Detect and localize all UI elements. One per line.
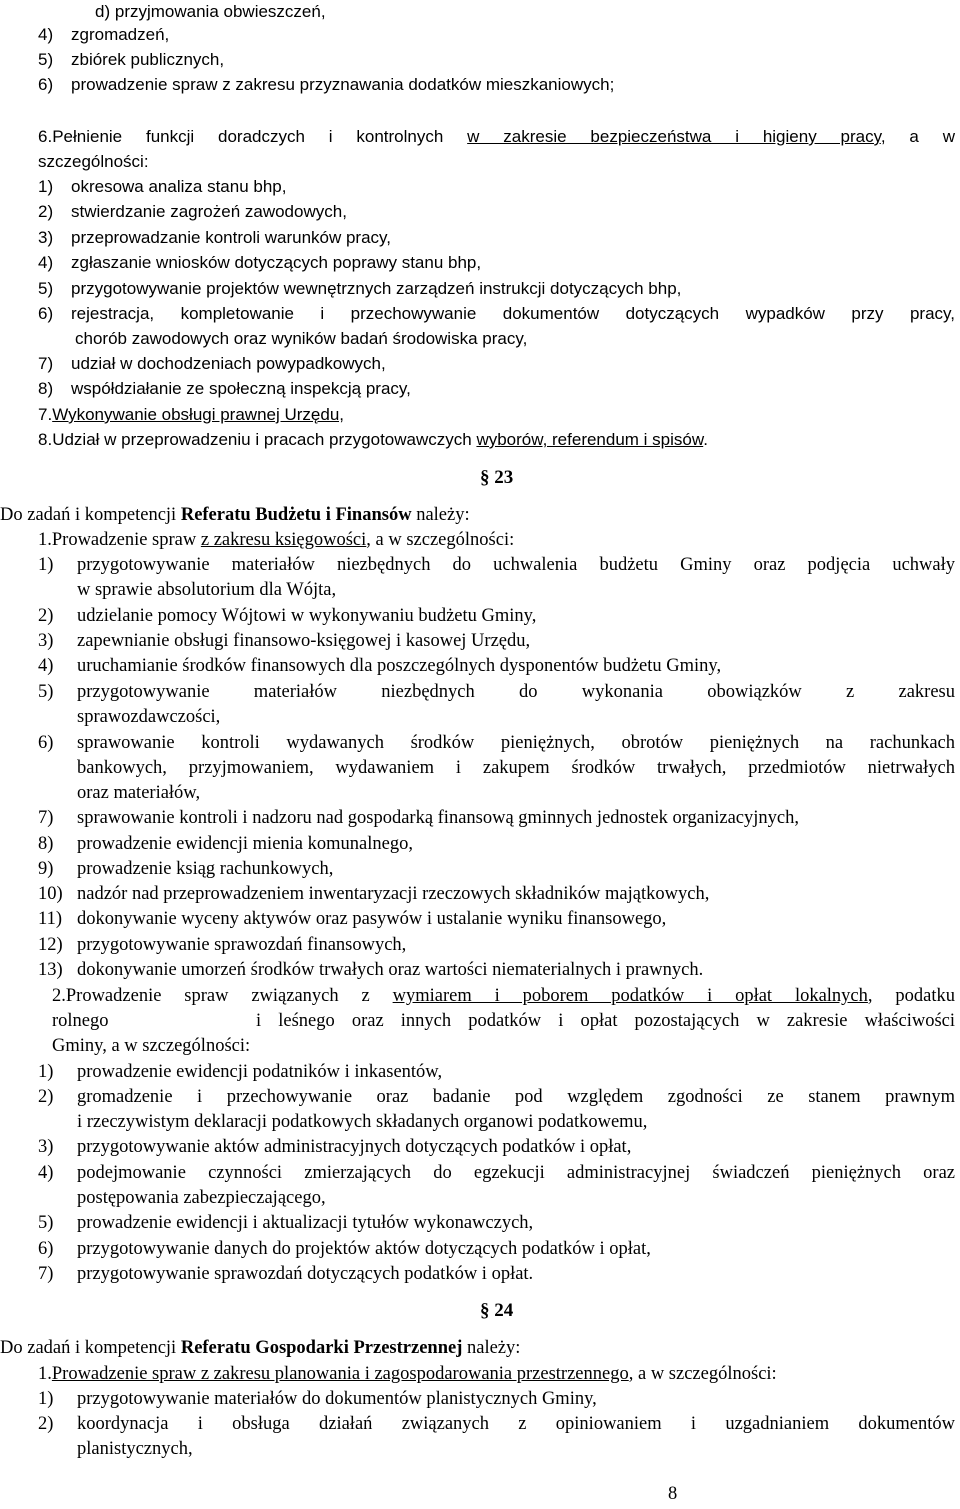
list-item: 4) zgłaszanie wniosków dotyczących poprawy stanu bhp, <box>38 253 482 272</box>
page-number: 8 <box>668 1484 678 1504</box>
list-item: 6) prowadzenie spraw z zakresu przyznawania dodatków mieszkaniowych; <box>38 75 615 94</box>
list-item-continuation: postępowania zabezpieczającego, <box>77 1188 326 1208</box>
list-item: 6) rejestracja, kompletowanie i przechowywanie dokumentów dotyczących wypadków przy pracy, <box>38 304 955 323</box>
list-item: 7) przygotowywanie sprawozdań dotyczących podatków i opłat. <box>38 1264 534 1284</box>
list-item: 5) przygotowywanie projektów wewnętrznych zarządzeń instrukcji dotyczących bhp, <box>38 279 682 298</box>
subsection-1-heading: 1.Prowadzenie spraw z zakresu planowania i zagospodarowania przestrzennego, a w szczególności: <box>38 1364 777 1384</box>
section-heading-spatial: Do zadań i kompetencji Referatu Gospodarki Przestrzennej należy: <box>0 1338 521 1358</box>
list-item: 12) przygotowywanie sprawozdań finansowych, <box>38 935 407 955</box>
list-item: 3) przygotowywanie aktów administracyjnych dotyczących podatków i opłat, <box>38 1137 632 1157</box>
list-item-continuation: bankowych, przyjmowaniem, wydawaniem i zakupem środków trwałych, przedmiotów nietrwałych <box>77 758 955 778</box>
subsection-2-continuation: i leśnego oraz innych podatków i opłat pozostających w zakresie właściwości <box>256 1011 955 1031</box>
item-6-heading: 6.Pełnienie funkcji doradczych i kontrolnych w zakresie bezpieczeństwa i higieny pracy, a w <box>38 127 955 146</box>
list-item: 4) uruchamianie środków finansowych dla poszczególnych dysponentów budżetu Gminy, <box>38 656 722 676</box>
subsection-2-heading: 2.Prowadzenie spraw związanych z wymiarem i poborem podatków i opłat lokalnych, podatku <box>52 986 956 1006</box>
list-item-continuation: oraz materiałów, <box>77 783 201 803</box>
list-item: 4) zgromadzeń, <box>38 25 170 44</box>
list-item: 2) stwierdzanie zagrożeń zawodowych, <box>38 202 347 221</box>
paragraph-mark-24: § 24 <box>480 1300 514 1321</box>
list-item: 5) prowadzenie ewidencji i aktualizacji tytułów wykonawczych, <box>38 1213 534 1233</box>
list-item: 8) współdziałanie ze społeczną inspekcją pracy, <box>38 379 411 398</box>
list-item-continuation: i rzeczywistym deklaracji podatkowych składanych organowi podatkowemu, <box>77 1112 648 1132</box>
list-item-continuation: planistycznych, <box>77 1439 193 1459</box>
list-item: 1) przygotowywanie materiałów niezbędnych do uchwalenia budżetu Gminy oraz podjęcia uchwały <box>38 555 955 575</box>
item-8: 8.Udział w przeprowadzeniu i pracach przygotowawczych wyborów, referendum i spisów. <box>38 430 708 449</box>
list-item: 2) gromadzenie i przechowywanie oraz badanie pod względem zgodności ze stanem prawnym <box>38 1087 955 1107</box>
list-item: 13) dokonywanie umorzeń środków trwałych oraz wartości niematerialnych i prawnych. <box>38 960 704 980</box>
paragraph-mark-23: § 23 <box>480 467 514 488</box>
list-item: 5) przygotowywanie materiałów niezbędnych do wykonania obowiązków z zakresu <box>38 682 955 702</box>
list-item: 3) przeprowadzanie kontroli warunków pracy, <box>38 228 392 247</box>
subsection-2-continuation: Gminy, a w szczególności: <box>52 1036 251 1056</box>
list-item-continuation: chorób zawodowych oraz wyników badań środowiska pracy, <box>75 329 528 348</box>
list-item: 1) przygotowywanie materiałów do dokumentów planistycznych Gminy, <box>38 1389 597 1409</box>
list-item: 9) prowadzenie ksiąg rachunkowych, <box>38 859 334 879</box>
list-item: 7) sprawowanie kontroli i nadzoru nad gospodarką finansową gminnych jednostek organizacyjnych, <box>38 808 799 828</box>
list-item: d) przyjmowania obwieszczeń, <box>95 2 326 21</box>
list-item: 2) koordynacja i obsługa działań związanych z opiniowaniem i uzgadnianiem dokumentów <box>38 1414 955 1434</box>
list-item: 6) przygotowywanie danych do projektów aktów dotyczących podatków i opłat, <box>38 1239 651 1259</box>
list-item: 1) okresowa analiza stanu bhp, <box>38 177 287 196</box>
list-item-continuation: w sprawie absolutorium dla Wójta, <box>77 580 337 600</box>
item-7: 7.Wykonywanie obsługi prawnej Urzędu, <box>38 405 345 424</box>
list-item: 5) zbiórek publicznych, <box>38 50 225 69</box>
list-item: 6) sprawowanie kontroli wydawanych środków pieniężnych, obrotów pieniężnych na rachunkach <box>38 733 955 753</box>
list-item: 7) udział w dochodzeniach powypadkowych, <box>38 354 386 373</box>
subsection-2-continuation: rolnego <box>52 1011 109 1031</box>
list-item: 3) zapewnianie obsługi finansowo-księgowej i kasowej Urzędu, <box>38 631 531 651</box>
list-item: 4) podejmowanie czynności zmierzających do egzekucji administracyjnej świadczeń pieniężnych oraz <box>38 1163 955 1183</box>
list-item-continuation: sprawozdawczości, <box>77 707 221 727</box>
subsection-1-heading: 1.Prowadzenie spraw z zakresu księgowości, a w szczególności: <box>38 530 515 550</box>
section-heading-budget: Do zadań i kompetencji Referatu Budżetu i Finansów należy: <box>0 505 470 525</box>
item-6-continuation: szczególności: <box>38 152 149 171</box>
list-item: 8) prowadzenie ewidencji mienia komunalnego, <box>38 834 413 854</box>
list-item: 11) dokonywanie wyceny aktywów oraz pasywów i ustalanie wyniku finansowego, <box>38 909 667 929</box>
list-item: 1) prowadzenie ewidencji podatników i inkasentów, <box>38 1062 443 1082</box>
list-item: 2) udzielanie pomocy Wójtowi w wykonywaniu budżetu Gminy, <box>38 606 537 626</box>
list-item: 10) nadzór nad przeprowadzeniem inwentaryzacji rzeczowych składników majątkowych, <box>38 884 710 904</box>
